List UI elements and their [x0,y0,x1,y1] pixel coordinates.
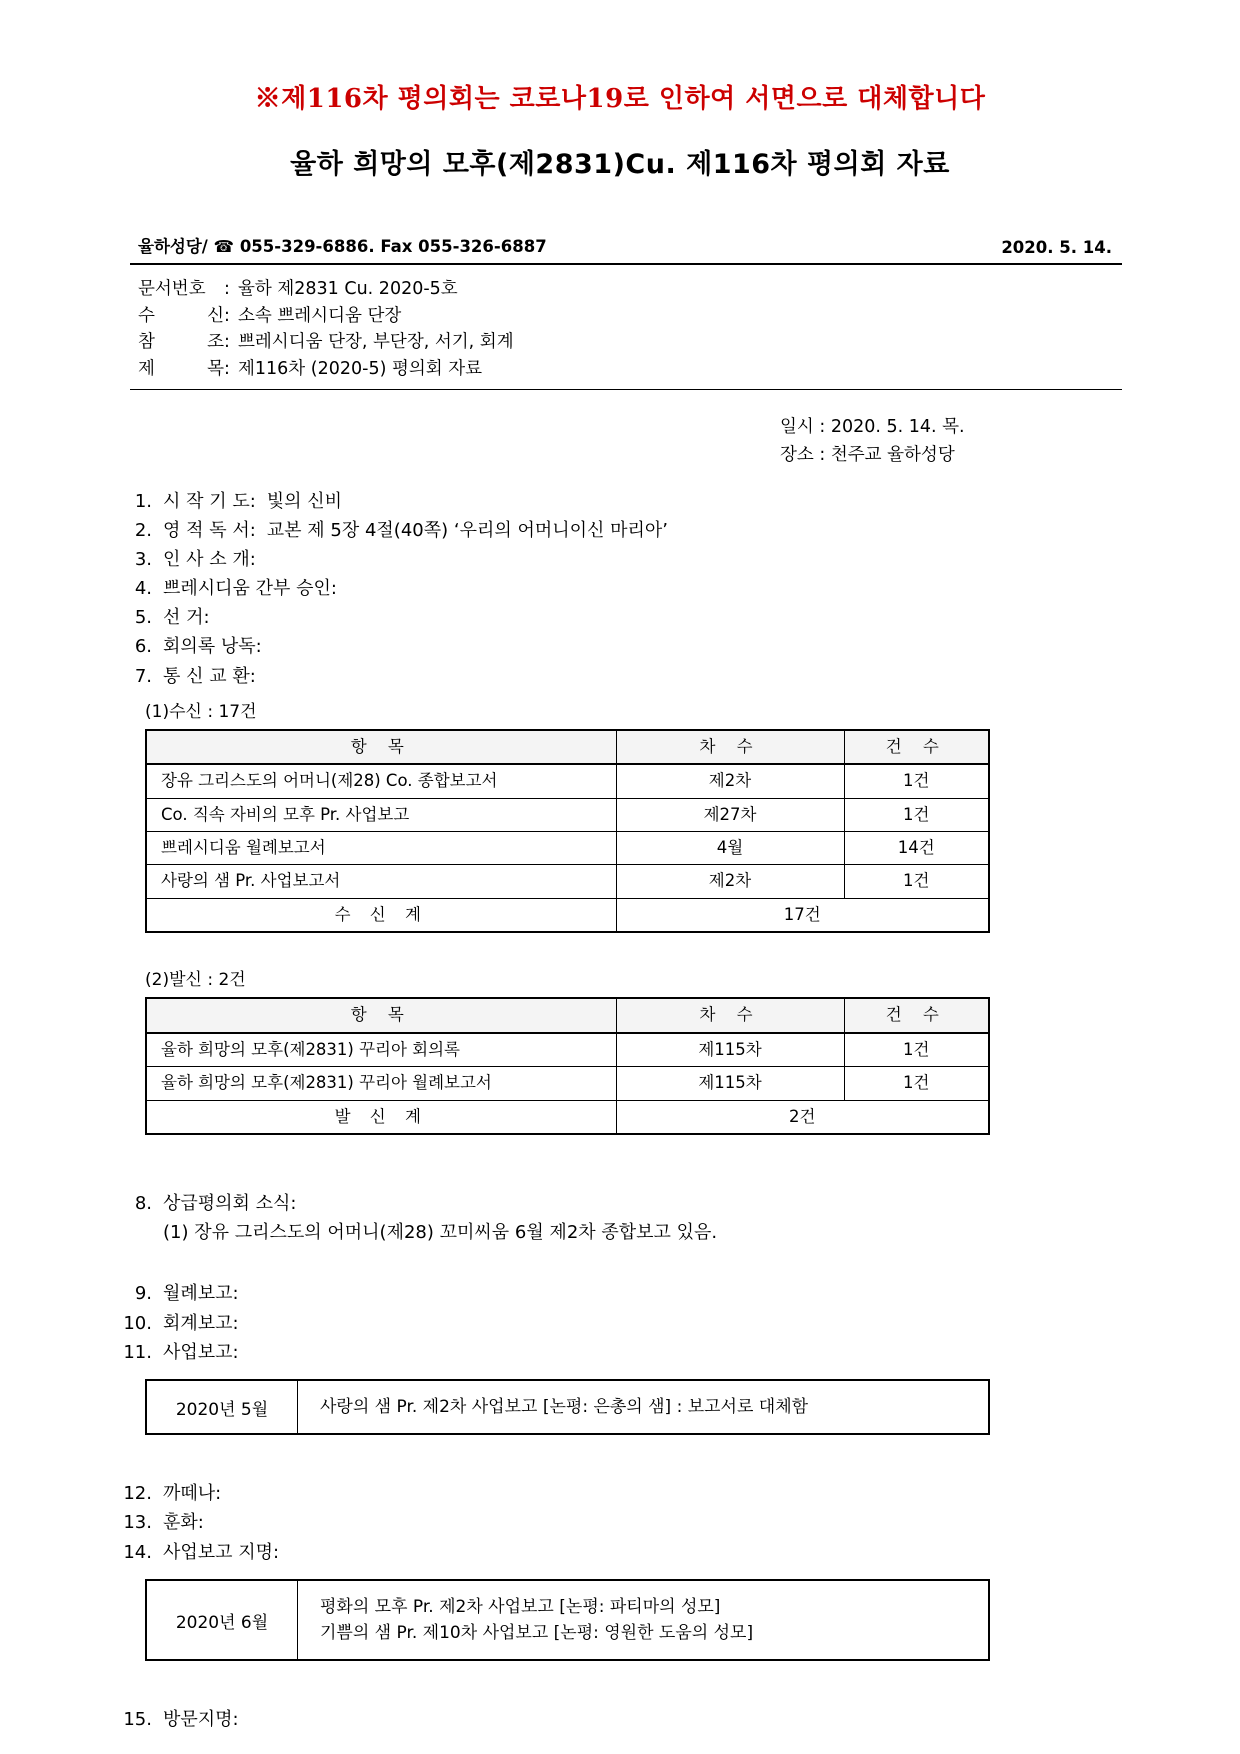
cell-item: 율하 희망의 모후(제2831) 꾸리아 월례보고서 [146,1067,616,1100]
report-line: 평화의 모후 Pr. 제2차 사업보고 [논평: 파티마의 성모] [320,1596,721,1617]
table-total-row [146,1100,989,1134]
cell-report-body [298,1580,990,1661]
table-row [146,832,989,865]
agenda-label: 회의록 낭독: [163,636,262,658]
table-row [146,798,989,831]
agenda-label: 까떼나: [163,1483,222,1505]
cell-item: 장유 그리스도의 어머니(제28) Co. 종합보고서 [146,764,616,798]
agenda-item-15 [0,1705,1240,1734]
cell-cha: 제115차 [616,1067,844,1100]
address-row [138,276,1240,303]
table-row [146,764,989,798]
cell-cha: 제115차 [616,1033,844,1067]
agenda-number: 6. [134,636,152,658]
contact-bar [138,181,1112,257]
agenda-list-continued [0,1189,1240,1247]
table-row [146,1033,989,1067]
meeting-place: 장소 : 천주교 율하성당 [780,444,955,465]
cell-report-body [298,1380,990,1434]
cell-month: 2020년 5월 [146,1380,298,1434]
address-label-b: 신 [207,305,224,326]
cell-cha: 제2차 [616,764,844,798]
document-title: 율하 희망의 모후(제2831)Cu. 제116차 평의회 자료 [290,149,950,180]
total-label: 수 신 계 [146,898,616,932]
incoming-correspondence-table [145,729,990,934]
agenda-item-14 [0,1538,1240,1567]
meeting-datetime: 일시 : 2020. 5. 14. 목. [780,417,965,438]
agenda-item-11 [0,1338,1240,1367]
agenda-number: 4. [134,578,152,600]
table-header-row [146,998,989,1032]
agenda-item-9 [0,1279,1240,1308]
agenda-value: 교본 제 5장 4절(40쪽) ‘우리의 어머니이신 마리아’ [266,519,669,541]
agenda-number: 8. [134,1193,152,1215]
agenda-label: 인 사 소 개: [163,548,256,570]
agenda-number: 13. [123,1512,152,1534]
total-value: 2건 [616,1100,989,1134]
agenda-item-6 [0,632,1240,661]
cell-cha: 제27차 [616,798,844,831]
news-item [0,1218,1240,1247]
agenda-number: 10. [123,1312,152,1334]
agenda-item-10 [0,1309,1240,1338]
address-label-b: 조 [207,332,224,353]
header-divider-bottom [130,389,1122,390]
cell-gun: 1건 [844,1033,989,1067]
address-colon: : [224,358,230,379]
agenda-item-12 [0,1479,1240,1508]
agenda-number: 1. [134,490,152,512]
outgoing-correspondence-table [145,997,990,1135]
address-value: 쁘레시디움 단장, 부단장, 서기, 회계 [238,332,514,353]
address-colon: : [224,305,230,326]
agenda-label: 월례보고: [163,1283,239,1305]
cell-gun: 14건 [844,832,989,865]
news-text: (1) 장유 그리스도의 어머니(제28) 꼬미씨움 6월 제2차 종합보고 있음. [163,1222,718,1244]
address-label-a: 문서번호 [138,279,206,299]
agenda-label: 상급평의회 소식: [163,1193,297,1215]
column-header-item: 항 목 [146,998,616,1032]
address-label-a: 제 [138,358,155,379]
agenda-number: 3. [134,548,152,570]
cell-gun: 1건 [844,1067,989,1100]
cell-item: 율하 희망의 모후(제2831) 꾸리아 회의록 [146,1033,616,1067]
covid-notice: ※제116차 평의회는 코로나19로 인하여 서면으로 대체합니다 [254,84,986,114]
agenda-number: 5. [134,607,152,629]
agenda-label: 쁘레시디움 간부 승인: [163,578,337,600]
column-header-gun: 건 수 [844,998,989,1032]
cell-cha: 4월 [616,832,844,865]
cell-cha: 제2차 [616,865,844,898]
cell-item: 사랑의 샘 Pr. 사업보고서 [146,865,616,898]
agenda-item-2 [0,516,1240,545]
agenda-list-tail [0,1479,1240,1566]
address-colon: : [224,332,230,353]
agenda-list-reports [0,1279,1240,1366]
agenda-label: 시 작 기 도: [163,490,256,512]
agenda-label: 사업보고: [163,1341,239,1363]
total-label: 발 신 계 [146,1100,616,1134]
total-value: 17건 [616,898,989,932]
cell-item: Co. 직속 자비의 모후 Pr. 사업보고 [146,798,616,831]
meeting-meta [0,414,1112,468]
cell-month: 2020년 6월 [146,1580,298,1661]
table-row [146,865,989,898]
agenda-item-5 [0,603,1240,632]
agenda-label: 회계보고: [163,1312,239,1334]
address-label-a: 수 [138,305,155,326]
agenda-number: 7. [134,665,152,687]
addressing-block [138,276,1240,382]
report-line: 사랑의 샘 Pr. 제2차 사업보고 [논평: 은총의 샘] : 보고서로 대체함 [320,1396,809,1417]
agenda-item-4 [0,574,1240,603]
agenda-item-1 [0,487,1240,516]
agenda-number: 14. [123,1541,152,1563]
address-label-a: 참 [138,332,155,353]
address-label-b: 목 [207,358,224,379]
column-header-cha: 차 수 [616,730,844,764]
agenda-list-end [0,1705,1240,1734]
table-row [146,1067,989,1100]
address-value: 율하 제2831 Cu. 2020-5호 [238,279,458,299]
table-row [146,1380,989,1434]
cell-gun: 1건 [844,798,989,831]
agenda-number: 15. [123,1709,152,1731]
parish-contact: 율하성당/ ☎ 055-329-6886. Fax 055-326-6887 [138,237,547,256]
cell-gun: 1건 [844,764,989,798]
agenda-number: 12. [123,1483,152,1505]
agenda-list [0,487,1240,691]
agenda-label: 방문지명: [163,1709,239,1731]
address-row [138,303,1240,330]
address-row [138,329,1240,356]
incoming-caption: (1)수신 : 17건 [145,701,257,722]
agenda-label: 통 신 교 환: [163,665,256,687]
cell-gun: 1건 [844,865,989,898]
agenda-label: 사업보고 지명: [163,1541,280,1563]
column-header-item: 항 목 [146,730,616,764]
agenda-label: 선 거: [163,607,210,629]
agenda-item-7 [0,662,1240,691]
header-divider-top [130,263,1122,265]
outgoing-caption: (2)발신 : 2건 [145,970,246,991]
agenda-label: 영 적 독 서: [163,519,256,541]
address-value: 소속 쁘레시디움 단장 [238,305,402,326]
work-report-table-june [145,1579,990,1662]
work-report-table-may [145,1379,990,1435]
table-header-row [146,730,989,764]
report-line: 기쁨의 샘 Pr. 제10차 사업보고 [논평: 영원한 도움의 성모] [320,1623,754,1644]
agenda-label: 훈화: [163,1512,204,1534]
agenda-item-13 [0,1508,1240,1537]
agenda-value: 빛의 신비 [266,490,343,512]
agenda-number: 2. [134,519,152,541]
column-header-gun: 건 수 [844,730,989,764]
agenda-number: 9. [134,1283,152,1305]
address-colon: : [224,279,230,299]
table-row [146,1580,989,1661]
agenda-item-3 [0,545,1240,574]
document-date: 2020. 5. 14. [1001,238,1112,257]
agenda-item-8 [0,1189,1240,1218]
agenda-number: 11. [123,1341,152,1363]
cell-item: 쁘레시디움 월례보고서 [146,832,616,865]
address-value: 제116차 (2020-5) 평의회 자료 [238,358,483,379]
column-header-cha: 차 수 [616,998,844,1032]
address-row [138,356,1240,383]
table-total-row [146,898,989,932]
